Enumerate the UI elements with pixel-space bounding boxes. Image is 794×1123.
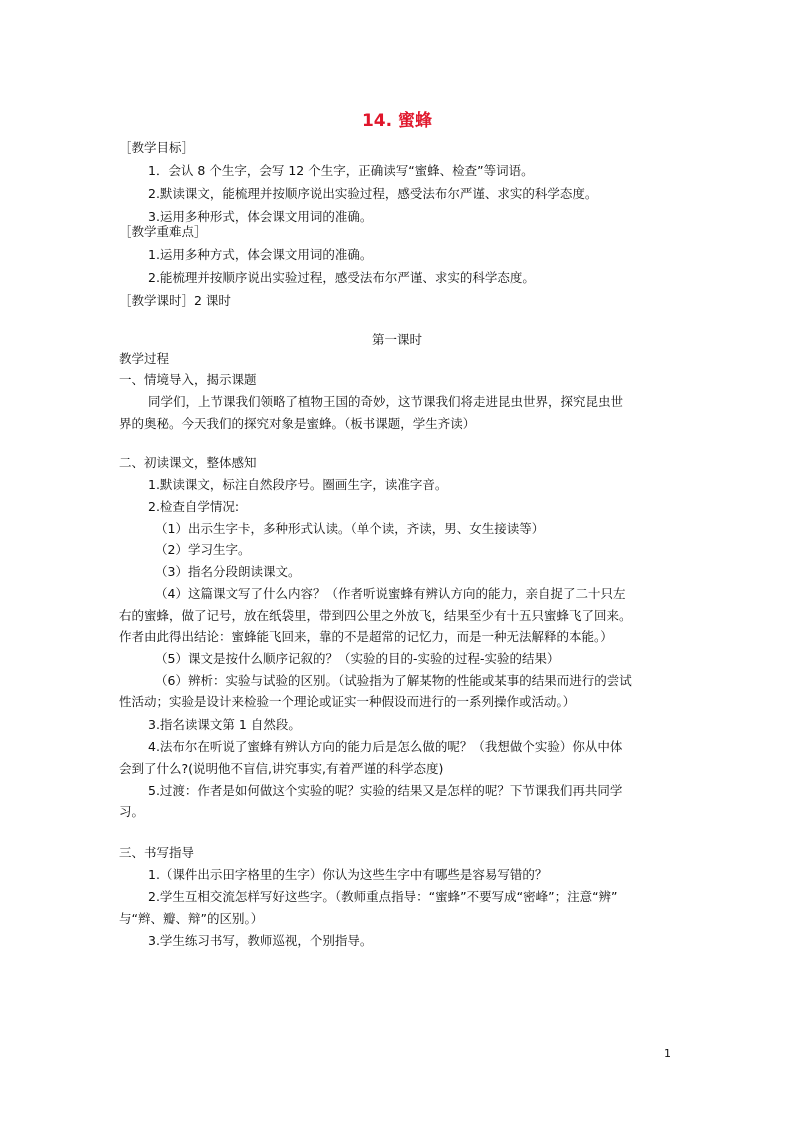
step-item: 3.指名读课文第 1 自然段。 bbox=[148, 717, 301, 732]
part-one-heading: 一、情境导入，揭示课题 bbox=[119, 372, 257, 387]
teaching-process-heading: 教学过程 bbox=[119, 351, 170, 366]
sub-step-item: （6）辨析：实验与试验的区别。（试验指为了解某物的性能或某事的结果而进行的尝试 bbox=[155, 673, 632, 688]
part-two-heading: 二、初读课文，整体感知 bbox=[119, 455, 257, 470]
step-item: 2.学生互相交流怎样写好这些字。（教师重点指导：“蜜蜂”不要写成“密峰”；注意“辨” bbox=[148, 889, 618, 904]
objective-item-3: 3.运用多种形式，体会课文用词的准确。 bbox=[148, 209, 373, 224]
sub-step-item: （3）指名分段朗读课文。 bbox=[155, 564, 301, 579]
lesson-period-heading: 第一课时 bbox=[371, 332, 422, 347]
sub-step-item: （2）学习生字。 bbox=[155, 542, 251, 557]
step-item: 1.默读课文，标注自然段序号。圈画生字，读准字音。 bbox=[148, 477, 448, 492]
paragraph-line: 作者由此得出结论：蜜蜂能飞回来，靠的不是超常的记忆力，而是一种无法解释的本能。） bbox=[119, 629, 613, 644]
step-item: 3.学生练习书写，教师巡视，个别指导。 bbox=[148, 933, 373, 948]
part-three-heading: 三、书写指导 bbox=[119, 845, 195, 860]
sub-step-item: （4）这篇课文写了什么内容？（作者听说蜜蜂有辨认方向的能力，亲自捉了二十只左 bbox=[155, 586, 626, 601]
paragraph-line: 同学们，上节课我们领略了植物王国的奇妙，这节课我们将走进昆虫世界，探究昆虫世 bbox=[148, 394, 624, 409]
objective-item-1: 1．会认 8 个生字，会写 12 个生字，正确读写“蜜蜂、检查”等词语。 bbox=[148, 163, 534, 178]
objective-item-2: 2.默读课文，能梳理并按顺序说出实验过程，感受法布尔严谨、求实的科学态度。 bbox=[148, 186, 598, 201]
paragraph-line: 习。 bbox=[119, 804, 145, 819]
paragraph-line: 会到了什么?(说明他不盲信,讲究事实,有着严谨的科学态度) bbox=[119, 761, 444, 776]
sub-step-item: （5）课文是按什么顺序记叙的？（实验的目的-实验的过程-实验的结果） bbox=[155, 651, 560, 666]
page-number: 1 bbox=[664, 1047, 671, 1060]
step-item: 4.法布尔在听说了蜜蜂有辨认方向的能力后是怎么做的呢？（我想做个实验）你从中体 bbox=[148, 739, 623, 754]
section-heading-objectives: ［教学目标］ bbox=[119, 140, 195, 155]
paragraph-line: 右的蜜蜂，做了记号，放在纸袋里，带到四公里之外放飞，结果至少有十五只蜜蜂飞了回来。 bbox=[119, 608, 632, 623]
step-item: 2.检查自学情况: bbox=[148, 499, 240, 514]
key-point-item-1: 1.运用多种方式，体会课文用词的准确。 bbox=[148, 247, 373, 262]
paragraph-line: 界的奥秘。今天我们的探究对象是蜜蜂。（板书课题，学生齐读） bbox=[119, 416, 476, 431]
sub-step-item: （1）出示生字卡，多种形式认读。（单个读，齐读，男、女生接读等） bbox=[155, 521, 545, 536]
step-item: 1.（课件出示田字格里的生字）你认为这些生字中有哪些是容易写错的？ bbox=[148, 867, 548, 882]
paragraph-line: 性活动；实验是设计来检验一个理论或证实一种假设而进行的一系列操作或活动。） bbox=[119, 694, 576, 709]
section-heading-key-points: ［教学重难点］ bbox=[119, 224, 207, 239]
step-item: 5.过渡：作者是如何做这个实验的呢？实验的结果又是怎样的呢？下节课我们再共同学 bbox=[148, 783, 623, 798]
paragraph-line: 与“辫、瓣、辩”的区别。） bbox=[119, 911, 264, 926]
section-heading-class-hours: ［教学课时］2 课时 bbox=[119, 293, 231, 308]
key-point-item-2: 2.能梳理并按顺序说出实验过程，感受法布尔严谨、求实的科学态度。 bbox=[148, 270, 535, 285]
lesson-title: 14. 蜜蜂 bbox=[361, 111, 433, 131]
